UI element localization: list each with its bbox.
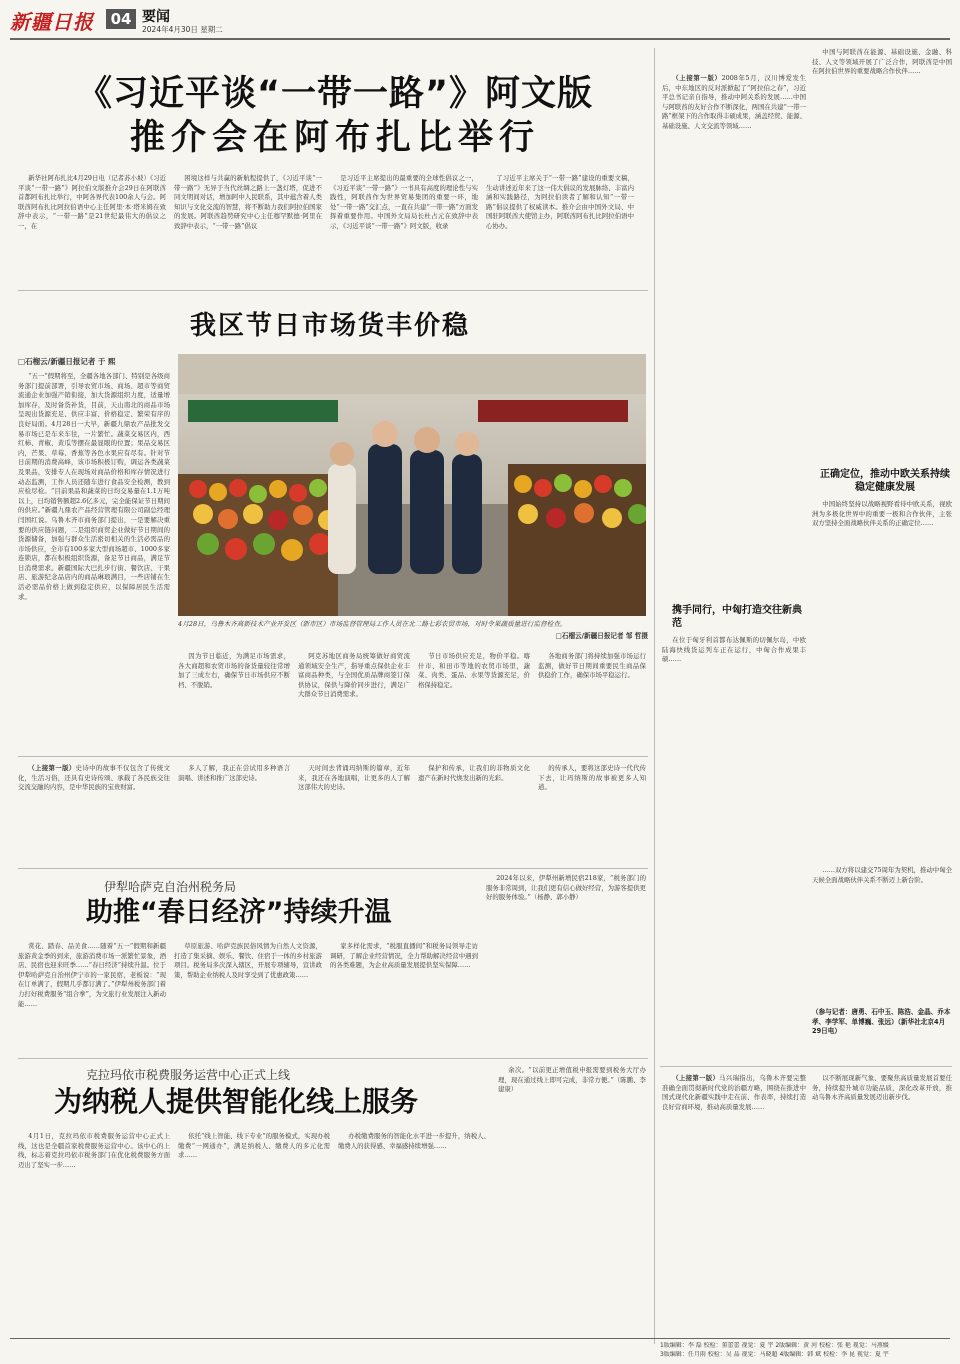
article2-col4: 节日市场供应充足，物价平稳。喀什市、和田市等地的农贸市场里，蔬菜、肉类、蛋品、水果等货源充足，价格保持稳定。 bbox=[418, 652, 530, 689]
article3-col3: 家多样化需求，“税服直播间”和税务局领导走访调研，了解企业经营情况，全力帮助解决经营中遇到的各类难题，为企业高质量发展提供坚实保障…… bbox=[330, 942, 478, 970]
continued-col3: 天时间去背诵玛纳斯的篇章，近年来，我还在各地演唱，让更多的人了解这部伟大的史诗。 bbox=[298, 764, 410, 792]
right-col-b: 中国与阿联酋在能源、基础设施、金融、科技、人文等领域开展了广泛合作，阿联酋是中国在阿拉伯世界的重要战略合作伙伴…… bbox=[812, 48, 952, 76]
right-col-signature: （参与记者：唐勇、石中玉、陈浩、金晶、乔本孝、李学军、单博巍、张远）（新华社北京4月29日电） bbox=[812, 1008, 951, 1036]
footer-editors-line1: 1版编辑：李 磊 校检：董蕾蕾 视觉：夏 宇 2版编辑：黄 河 校检：张 艳 视觉：马燕媛 bbox=[660, 1342, 889, 1349]
article1-col1: 新华社阿布扎比4月29日电（记者苏小坡）《习近平谈“一带一路”》阿拉伯文版推介会29日在阿联酋首都阿布扎比举行，中阿各界代表100余人与会。阿联酋阿布扎比阿拉伯语中心主任阿里·本·塔米姆在致辞中表示，“一带一路”是21世纪最伟大的倡议之一，在 bbox=[18, 174, 166, 230]
right-col-a: （上接第一版）2008年5月，汉川博爱发生后，中东地区的反对派掀起了“阿拉伯之春”，习近平总书记亲自指导，推动中阿关系的发展……中国与阿联酋的友好合作不断深化，两国在共建“一带一路”框架下的合作取得丰硕成果，涵盖经贸、能源、基础设施、人文交流等领域…… bbox=[662, 74, 806, 130]
article2-byline: □石榴云/新疆日报记者 于 熙 bbox=[18, 357, 116, 366]
divider bbox=[18, 1058, 648, 1059]
article1-col3: 是习近平主席提出的最重要的全球性倡议之一，《习近平谈“一带一路”》一书具有高度的理论性与实践性，阿联酋作为世界贸易集团的重要一环，地处“一带一路”交汇点，一直在共建“一带一路”方面发挥着重要作用。中国外文局局长杜占元在致辞中表示，《习近平谈“一带一路”》阿文版，收录 bbox=[330, 174, 478, 230]
article1-headline-line2: 推介会在阿布扎比举行 bbox=[129, 118, 540, 158]
divider bbox=[18, 290, 648, 291]
photo-credit: □石榴云/新疆日报记者 邹 哲摄 bbox=[555, 632, 648, 640]
article4-col2: 依托“线上智能、线下专业”的服务模式，实现办税缴费“一网通办”，满足纳税人、缴费人的多元化需求…… bbox=[178, 1132, 330, 1160]
article1-col2: 困境这样与共赢的新航程提供了，《习近平谈“一带一路”》无异于当代丝绸之路上一盏灯塔，促进不同文明间对话，增加阿中人民联系，其中蕴含着人类知识与文化交流的智慧，将不断助力我们阿拉伯国家的发展。阿联酋趋势研究中心主任穆罕默德·阿里在致辞中表示，“一带一路”倡议 bbox=[174, 174, 322, 230]
masthead bbox=[10, 6, 950, 36]
column-separator bbox=[654, 48, 655, 1344]
footer-rule bbox=[10, 1338, 950, 1339]
article4-col4: 余次。“以前更正增值税申报需要到税务大厅办理，现在通过线上即可完成，非常方便。”（陈鹏、李建康） bbox=[498, 1066, 646, 1094]
divider bbox=[660, 1066, 952, 1067]
right-lower-col-a: （上接第一版）马兴瑞指出，乌鲁木齐要完整准确全面贯彻新时代党的治疆方略，围绕在推进中国式现代化新疆实践中走在前、作表率，持续打造良好营商环境，推动高质量发展…… bbox=[662, 1074, 806, 1111]
section-heading-1: 正确定位，推动中欧关系持续稳定健康发展 bbox=[820, 469, 950, 493]
article2-col2: 因为节日临近，为满足市场需求，各大商超和农贸市场的备货量较往常增加了三成左右，确保节日市场供应不断档、不脱销。 bbox=[178, 652, 290, 689]
article3-col1: 赏花、踏春、品美食……随着“五一”假期和新疆旅游黄金季的到来，旅游消费市场一派繁忙景象，酒店、民宿也迎来旺季……“春日经济”持续升温。位于伊犁哈萨克自治州伊宁市的一家民宿，老板说：“现在订单满了，假期几乎都订满了。”伊犁州税务部门着力打好税费服务“组合拳”，为文旅行业发展注入新动能…… bbox=[18, 942, 166, 1008]
right-col-b3: ……双方将以建交75周年为契机，推动中匈全天候全面战略伙伴关系不断迈上新台阶。 bbox=[812, 866, 952, 884]
article3-headline: 助推“春日经济”持续升温 bbox=[86, 897, 392, 928]
market-photo bbox=[178, 354, 646, 616]
article1-headline-line1: 《习近平谈“一带一路”》阿文版 bbox=[76, 74, 593, 114]
footer-editors-line2: 3版编辑：任月雨 校检：吴 晶 视觉：马晓超 4版编辑：韩 斌 校检：李 昆 视觉：夏 宇 bbox=[660, 1351, 889, 1358]
divider bbox=[18, 868, 648, 869]
issue-date: 2024年4月30日 星期二 bbox=[142, 25, 223, 34]
divider bbox=[18, 756, 648, 757]
masthead-rule bbox=[10, 38, 950, 40]
article4-kicker: 克拉玛依市税费服务运营中心正式上线 bbox=[86, 1068, 291, 1082]
article2-headline: 我区节日市场货丰价稳 bbox=[189, 311, 470, 341]
article4-col1: 4月1日，克拉玛依市税费服务运营中心正式上线，这也是全疆首家税费服务运营中心。该中心的上线，标志着克拉玛依市税务部门在优化税费服务方面迈出了坚实一步…… bbox=[18, 1132, 170, 1169]
market-photo-illustration bbox=[178, 354, 646, 616]
continued-col1: （上接第一版）史诗中的故事不仅包含了传统文化，生活习俗，还具有史诗传颂、承载了各民族交往交流交融的内容，是中华民族的宝贵财富。 bbox=[18, 764, 170, 792]
article4-headline: 为纳税人提供智能化线上服务 bbox=[54, 1085, 419, 1118]
photo-caption: 4月28日，乌鲁木齐高新技术产业开发区（新市区）市场监督管理局工作人员在北二路七彩农贸市场，对时令果蔬质量进行监督检查。 bbox=[178, 620, 567, 628]
right-col-a2: 在位于匈牙利首都布达佩斯的切佩尔岛，中欧陆海快线货运列车正在运行，中匈合作成果丰硕…… bbox=[662, 636, 806, 664]
article3-col4: 2024年以来，伊犁州新增民宿218家，“税务部门的服务非常周到，让我们更有信心做好经营，为游客提供更好的服务体验。”（杨静、郭小静） bbox=[486, 874, 646, 902]
article3-kicker: 伊犁哈萨克自治州税务局 bbox=[104, 880, 237, 894]
article2-col3: 阿克苏地区商务局统筹做好商贸流通领域安全生产，指导重点保供企业丰富商品种类，与全国优质品牌商签订保供协议，保供与降价同步进行，满足广大群众节日消费需求。 bbox=[298, 652, 410, 699]
section-title: 要闻 bbox=[142, 9, 170, 25]
article2-col5: 各地商务部门将持续加强市场运行监测，做好节日期间重要民生商品保供稳价工作，确保市场平稳运行。 bbox=[538, 652, 646, 680]
right-col-b2: 中国始终坚持以战略视野看待中欧关系，视欧洲为多极化世界中的重要一极和合作伙伴，主张双方坚持全面战略伙伴关系的正确定位…… bbox=[812, 500, 952, 528]
article4-col3: 办税缴费服务的智能化水平进一步提升，纳税人、缴费人的获得感、幸福感持续增强…… bbox=[338, 1132, 490, 1150]
continued-col5: 的传承人，要将这部史诗一代代传下去，让玛纳斯的故事被更多人知道。 bbox=[538, 764, 646, 792]
masthead-logo: 新疆日报 bbox=[10, 10, 94, 34]
right-lower-col-b: 以不断展现新气象、要聚焦高质量发展首要任务，持续提升城市功能品质，深化改革开放，推动乌鲁木齐高质量发展迈出新步伐。 bbox=[812, 1074, 952, 1102]
article2-col1: “五一”假期将至，全疆各地各部门、特别是各级商务部门提前部署，引导农贸市场、商场、超市等商贸流通企业加强产销衔接，加大货源组织力度，适量增加库存，及时备货补货，目前，天山南北的商品市场呈现出货源充足、供应丰富、价格稳定、繁荣有序的良好局面。4月28日一大早，新疆九鼎农产品批发交易市场已是车来车往，一片繁忙。蔬菜交易区内，西红柿、青椒、黄瓜等摆在最显眼的位置；果品交易区内，芒果、草莓、香蕉等各色水果应有尽有。针对节日前期的消费高峰，该市场积极订购，调运各类蔬菜及果品，安排专人在现场对商品价格和库存情况进行动态监测，工作人员还随车进行食品安全检测，教到应检尽检。“目前果品和蔬菜的日均交易量在1.1万吨以上，日均销售额超2.6亿多元，完全能保证节日期间的供应。”新疆九鼎农产品经营管理有限公司副总经理闫国红说。乌鲁木齐市商务部门提出，一是要解决重要的供应链问题，二是组织商贸企业做好节日期间的货源储备，加强与群众生活密切相关的生活必需品的市场供应，全市有100多家大型商场超市、1000多家连锁店，都在积极组织货源，备足节日商品，满足节日消费需求。新疆国际大巴扎步行街、餐饮店、干果店、旅游纪念品店内的商品琳琅满目，一些店铺在生活必需品价格上做到稳定供应，以保障居民生活需求。 bbox=[18, 372, 170, 601]
section-heading-2: 携手同行，中匈打造交往新典范 bbox=[672, 605, 802, 629]
continued-col2: 多人了解，我正在尝试用多种语言演唱、讲述和推广这部史诗。 bbox=[178, 764, 290, 782]
article3-col2: 草原旅游、哈萨克族民俗风情为自然人文资源，打造了集采摘、娱乐、餐饮、住宿于一体的乡村旅游项目。税务局多次深入辖区，开展专项辅导，宣讲政策，帮助企业纳税人及时享受到了优惠政策…… bbox=[174, 942, 322, 979]
page-number-badge: 04 bbox=[106, 9, 136, 29]
article1-col4: 了习近平主席关于“一带一路”建设的重要文稿，生动讲述近年来了这一伟大倡议的发展脉络、丰富内涵和实践路径，为阿拉伯读者了解和认知“一带一路”倡议提供了权威读本。推介会由中国外文局、中国驻阿联酋大使馆主办，阿联酋阿布扎比阿拉伯语中心协办。 bbox=[486, 174, 634, 230]
continued-col4: 保护和传承，让我们的非物质文化遗产在新时代焕发出新的光彩。 bbox=[418, 764, 530, 782]
